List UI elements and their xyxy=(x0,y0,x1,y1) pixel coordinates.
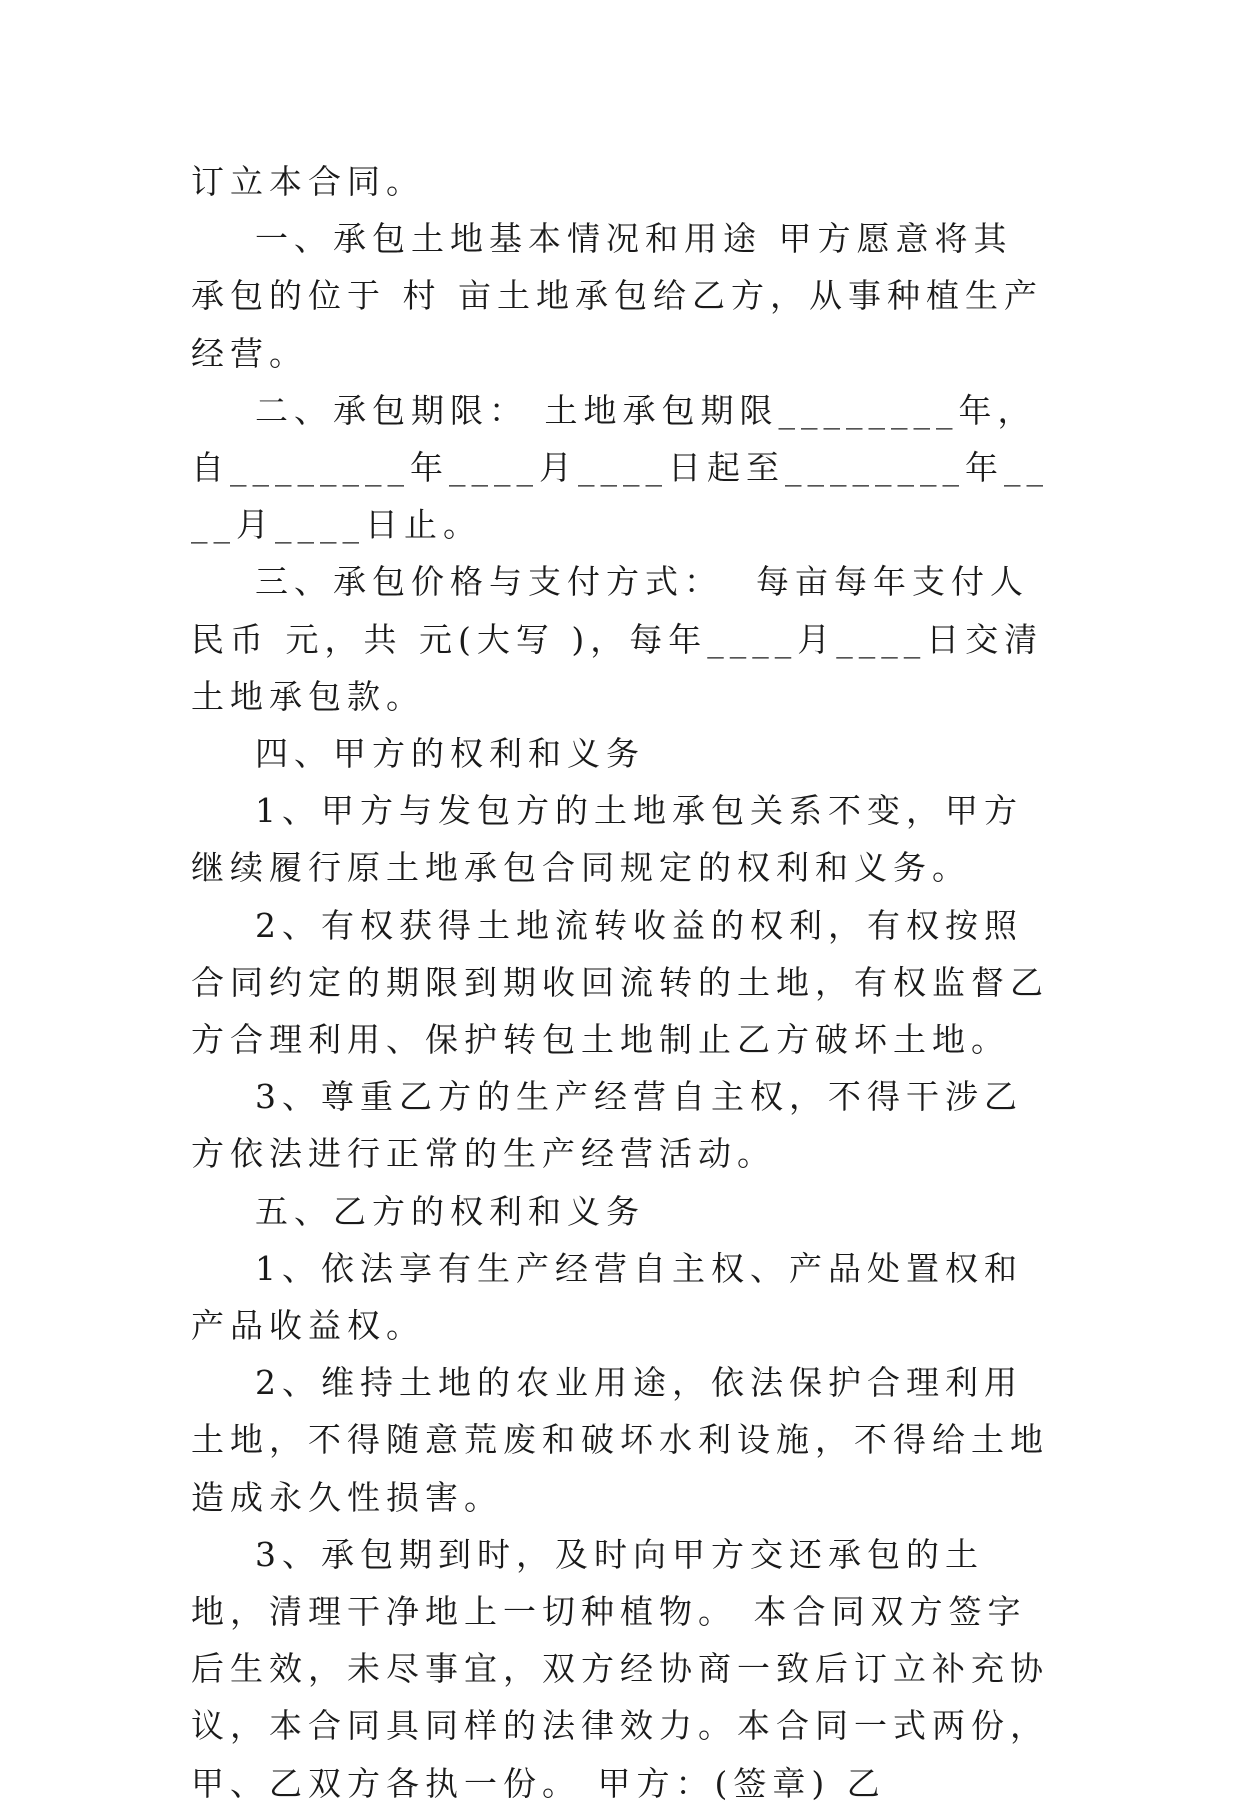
paragraph-section-3: 三、承包价格与支付方式： 每亩每年支付人民币 元，共 元(大写 )，每年____月____日交清土地承包款。 xyxy=(191,562,1044,716)
paragraph-section-4-item-1: 1、甲方与发包方的土地承包关系不变，甲方继续履行原土地承包合同规定的权利和义务。 xyxy=(191,791,1023,888)
heading-section-4: 四、甲方的权利和义务 xyxy=(255,734,645,774)
paragraph-section-2: 二、承包期限： 土地承包期限________年，自________年____月____日起至________年____月____日止。 xyxy=(191,390,1049,545)
paragraph-section-4-item-3: 3、尊重乙方的生产经营自主权，不得干涉乙方依法进行正常的生产经营活动。 xyxy=(191,1077,1023,1174)
document-body xyxy=(191,153,1051,1812)
paragraph-section-4-item-2: 2、有权获得土地流转收益的权利，有权按照合同约定的期限到期收回流转的土地，有权监督乙方合理利用、保护转包土地制止乙方破坏土地。 xyxy=(191,905,1049,1060)
paragraph-intro: 订立本合同。 xyxy=(191,162,425,201)
paragraph-section-5-item-1: 1、依法享有生产经营自主权、产品处置权和产品收益权。 xyxy=(191,1248,1023,1346)
paragraph-section-1: 一、承包土地基本情况和用途 甲方愿意将其承包的位于 村 亩土地承包给乙方，从事种植生产经营。 xyxy=(191,219,1043,373)
heading-section-5: 五、乙方的权利和义务 xyxy=(255,1191,645,1231)
paragraph-section-5-item-2: 2、维持土地的农业用途，依法保护合理利用土地，不得随意荒废和破坏水利设施，不得给土地造成永久性损害。 xyxy=(191,1363,1049,1517)
paragraph-section-5-item-3: 3、承包期到时，及时向甲方交还承包的土地，清理干净地上一切种植物。 本合同双方签字后生效，未尽事宜，双方经协商一致后订立补充协议，本合同具同样的法律效力。本合同一式两份，甲、乙双方各执一份。 甲方：(签章) 乙 xyxy=(191,1534,1049,1803)
